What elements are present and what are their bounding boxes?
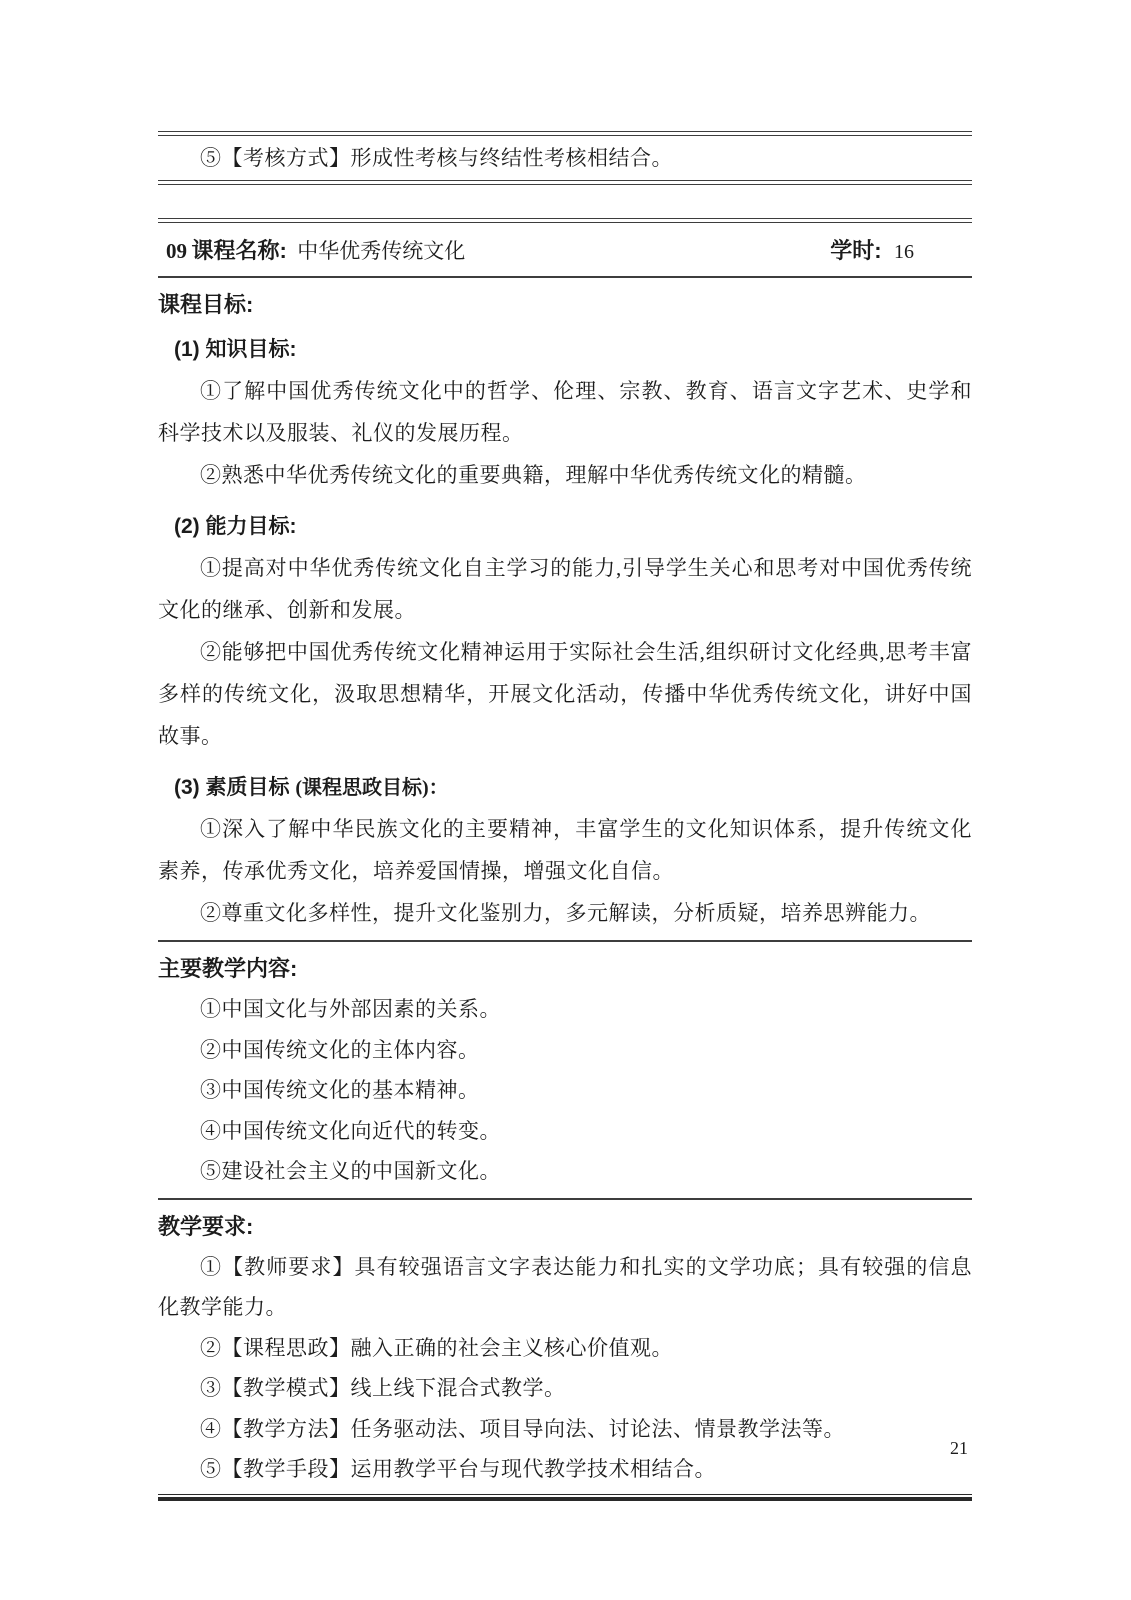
main-content-heading: 主要教学内容: <box>158 956 298 981</box>
table-gap <box>158 185 972 218</box>
knowledge-objective-item: ①了解中国优秀传统文化中的哲学、伦理、宗教、教育、语言文字艺术、史学和科学技术以及服装、礼仪的发展历程。 <box>158 379 972 445</box>
course-index: 09 <box>166 239 187 263</box>
course-objectives-heading: 课程目标: <box>158 292 254 317</box>
quality-objective-item: ①深入了解中华民族文化的主要精神，丰富学生的文化知识体系，提升传统文化素养，传承优秀文化，培养爱国情操，增强文化自信。 <box>158 817 972 883</box>
assessment-text: ⑤【考核方式】形成性考核与终结性考核相结合。 <box>200 146 673 170</box>
teaching-requirement-item: ①【教师要求】具有较强语言文字表达能力和扎实的文学功底；具有较强的信息化教学能力。 <box>158 1254 972 1319</box>
main-content-body <box>158 989 972 1192</box>
teaching-requirement-item: ⑤【教学手段】运用教学平台与现代教学技术相结合。 <box>200 1457 716 1481</box>
course-name-label: 课程名称: <box>191 238 287 263</box>
ability-objectives-heading: (2) 能力目标: <box>174 515 297 538</box>
main-content-item: ②中国传统文化的主体内容。 <box>200 1037 480 1062</box>
teaching-requirements-body <box>158 1247 972 1490</box>
divider-double-top <box>158 131 972 136</box>
main-content-item: ①中国文化与外部因素的关系。 <box>200 997 501 1021</box>
quality-objectives-body <box>158 808 972 934</box>
main-content-item: ④中国传统文化向近代的转变。 <box>200 1118 501 1143</box>
course-hours-group <box>830 234 914 265</box>
quality-objectives-heading-main: (3) 素质目标 <box>174 776 290 799</box>
divider-thick-bottom <box>158 1494 972 1501</box>
teaching-requirements-heading: 教学要求: <box>158 1213 254 1239</box>
knowledge-objectives-heading: (1) 知识目标: <box>174 338 297 361</box>
section-course-objectives <box>158 278 972 940</box>
section-teaching-requirements <box>158 1200 972 1494</box>
course-name: 中华优秀传统文化 <box>297 240 466 263</box>
teaching-requirement-item: ②【课程思政】融入正确的社会主义核心价值观。 <box>200 1335 673 1360</box>
course-title-group <box>158 234 465 265</box>
page-number: 21 <box>950 1438 968 1458</box>
teaching-requirement-item: ③【教学模式】线上线下混合式教学。 <box>200 1376 566 1400</box>
assessment-row <box>158 142 972 174</box>
main-content-item: ③中国传统文化的基本精神。 <box>200 1078 480 1102</box>
document-page <box>158 131 972 1501</box>
ability-objective-item: ①提高对中华优秀传统文化自主学习的能力,引导学生关心和思考对中国优秀传统文化的继承、创新和发展。 <box>158 556 972 622</box>
quality-objectives-heading <box>158 774 972 802</box>
ability-objectives-body <box>158 547 972 757</box>
main-content-item: ⑤建设社会主义的中国新文化。 <box>200 1159 501 1183</box>
course-header-row <box>158 223 972 276</box>
quality-objectives-heading-note: (课程思政目标)： <box>295 777 449 799</box>
hours-label: 学时: <box>830 238 882 263</box>
ability-objective-item: ②能够把中国优秀传统文化精神运用于实际社会生活,组织研讨文化经典,思考丰富多样的传统文化，汲取思想精华，开展文化活动，传播中华优秀传统文化，讲好中国故事。 <box>158 640 972 748</box>
section-main-content <box>158 942 972 1198</box>
teaching-requirement-item: ④【教学方法】任务驱动法、项目导向法、讨论法、情景教学法等。 <box>200 1416 845 1441</box>
hours-value: 16 <box>894 241 914 263</box>
quality-objective-item: ②尊重文化多样性，提升文化鉴别力，多元解读，分析质疑，培养思辨能力。 <box>200 901 931 925</box>
knowledge-objective-item: ②熟悉中华优秀传统文化的重要典籍，理解中华优秀传统文化的精髓。 <box>200 463 867 487</box>
knowledge-objectives-body <box>158 370 972 496</box>
